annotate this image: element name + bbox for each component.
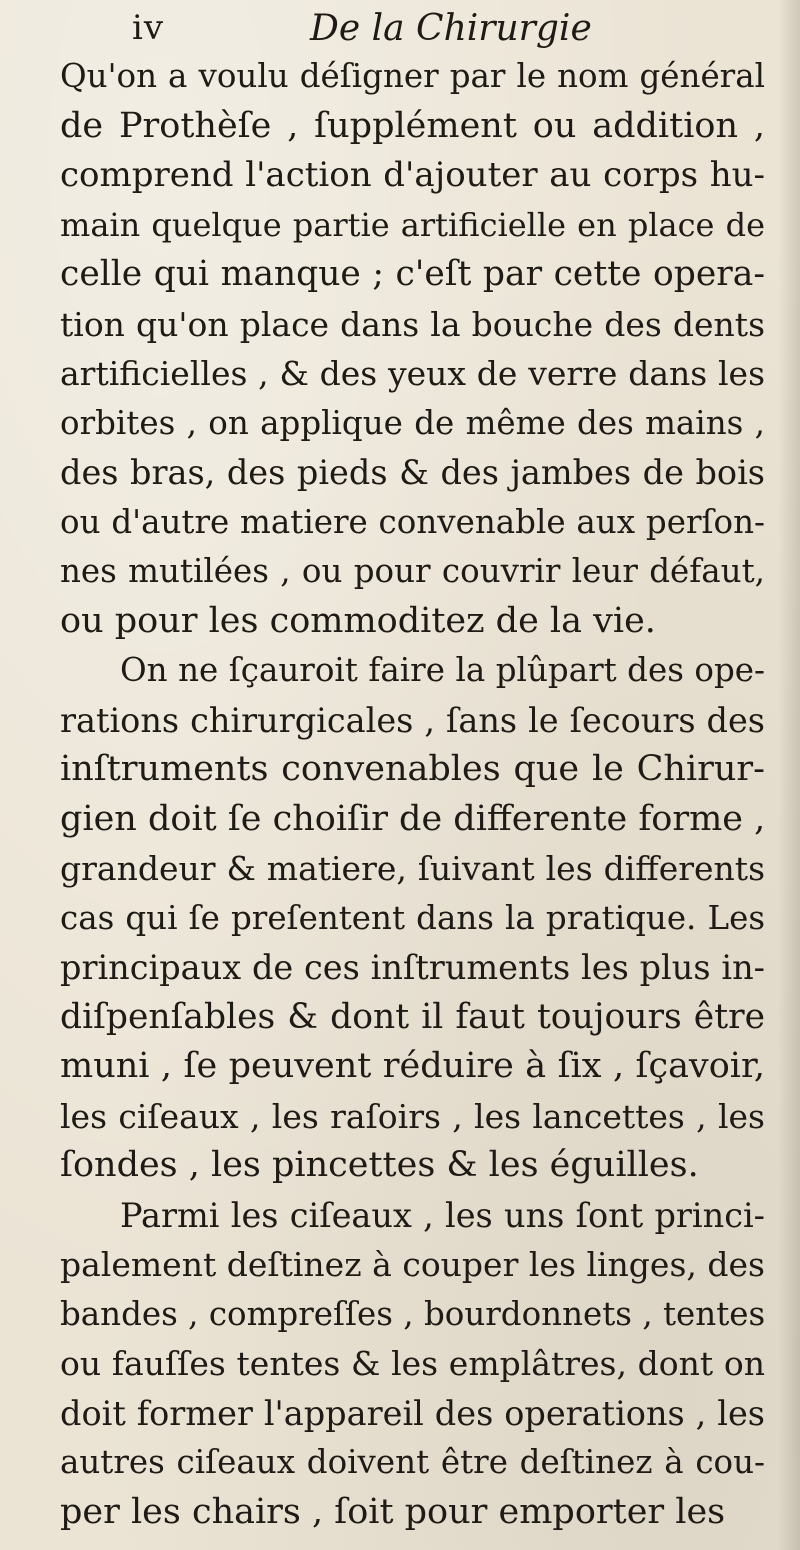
text-line: per les chairs , ſoit pour emporter les xyxy=(60,1491,726,1532)
text-line-paragraph-start: On ne ſçauroit faire la plûpart des ope- xyxy=(120,651,765,689)
text-line: autres ciſeaux doivent être deſtinez à cou- xyxy=(60,1443,765,1481)
text-line: tion qu'on place dans la bouche des dents xyxy=(60,304,765,344)
text-line: bandes , compreſſes , bourdonnets , tentes xyxy=(60,1294,766,1333)
text-line: doit former l'appareil des operations , les xyxy=(60,1393,765,1433)
text-line: inſtruments convenables que le Chirur- xyxy=(60,749,765,789)
text-line: muni , ſe peuvent réduire à ſix , ſçavoir, xyxy=(60,1046,765,1086)
text-line: comprend l'action d'ajouter au corps hu- xyxy=(60,155,765,195)
text-line: nes mutilées , ou pour couvrir leur défaut, xyxy=(60,552,765,590)
running-title: De la Chirurgie xyxy=(310,8,592,49)
text-line: des bras, des pieds & des jambes de bois xyxy=(60,453,765,492)
text-line: grandeur & matiere, ſuivant les differents xyxy=(60,849,765,888)
text-line: ou fauſſes tentes & les emplâtres, dont on xyxy=(60,1344,765,1383)
text-line: diſpenſables & dont il faut toujours être xyxy=(60,996,765,1037)
text-line: Qu'on a voulu déſigner par le nom général xyxy=(60,57,765,95)
page-number: iv xyxy=(132,8,165,48)
text-line: palement deſtinez à couper les linges, des xyxy=(60,1245,765,1284)
text-line: celle qui manque ; c'eſt par cette opera- xyxy=(60,254,765,294)
text-line-paragraph-start: Parmi les ciſeaux , les uns ſont princi- xyxy=(120,1195,765,1235)
text-line: orbites , on applique de même des mains , xyxy=(60,403,765,442)
text-line: gien doit ſe choiſir de differente forme , xyxy=(60,798,766,839)
text-line-paragraph-end: ou pour les commoditez de la vie. xyxy=(60,600,656,641)
page-edge-shadow xyxy=(778,0,800,1550)
text-line: ou d'autre matiere convenable aux perſon- xyxy=(60,502,765,541)
text-line: rations chirurgicales , ſans le ſecours des xyxy=(60,700,765,740)
text-line: les ciſeaux , les raſoirs , les lancettes , les xyxy=(60,1096,765,1136)
text-line: artificielles , & des yeux de verre dans les xyxy=(60,354,765,393)
text-line-paragraph-end: ſondes , les pincettes & les éguilles. xyxy=(60,1145,699,1185)
text-line: main quelque partie artificielle en place de xyxy=(60,205,765,244)
text-line: principaux de ces inſtruments les plus in- xyxy=(60,948,765,987)
page-header xyxy=(0,6,800,50)
text-line: cas qui ſe preſentent dans la pratique. Les xyxy=(60,898,765,937)
body-text xyxy=(60,52,765,1537)
text-line: de Prothèſe , ſupplément ou addition , xyxy=(60,105,765,146)
